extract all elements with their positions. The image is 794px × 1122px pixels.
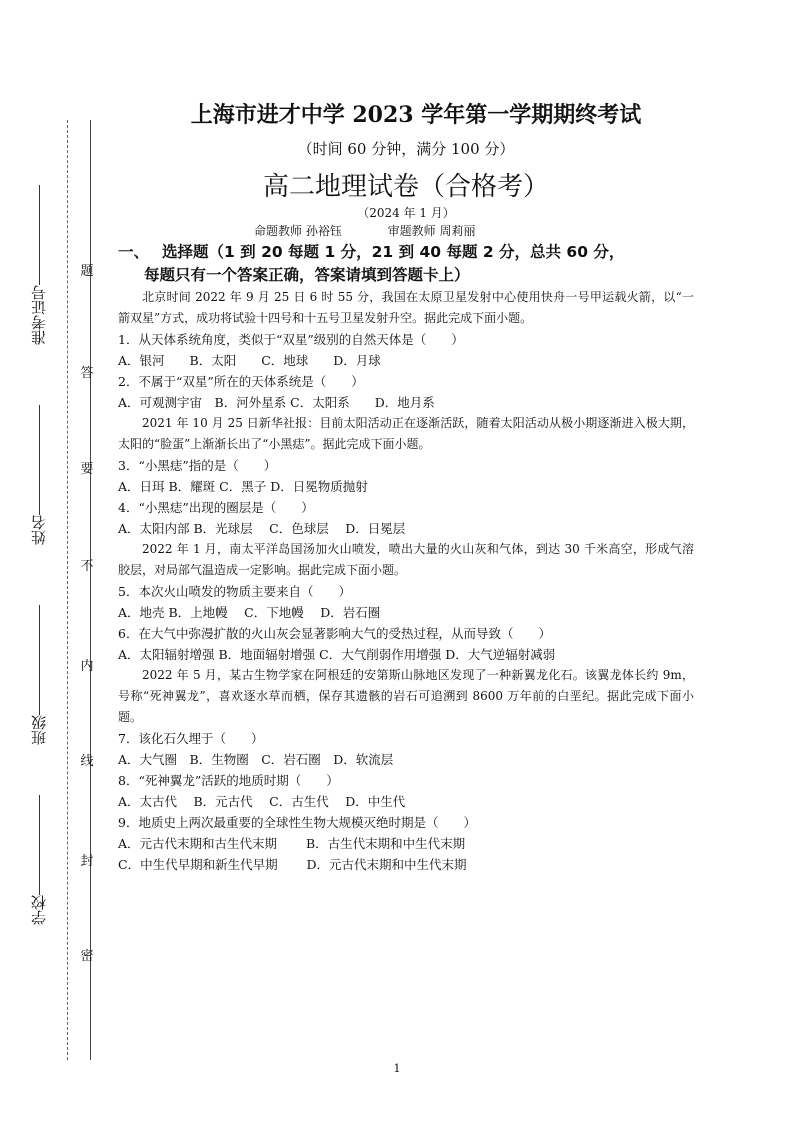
seal-char: 密 xyxy=(80,949,94,964)
passage-3: 2022 年 1 月，南太平洋岛国汤加火山喷发，喷出大量的火山灰和气体，到达 30 千米高空，形成气溶胶层，对局部气温造成一定影响。据此完成下面小题。 xyxy=(118,542,694,577)
teachers-line xyxy=(254,222,694,240)
question-stem: 5．本次火山喷发的物质主要来自（ ） xyxy=(118,584,351,599)
question-stem: 7．该化石久埋于（ ） xyxy=(118,731,264,746)
question-stem: 4．“小黑痣”出现的圈层是（ ） xyxy=(118,500,314,515)
seal-char: 答 xyxy=(80,366,94,381)
section-line-2: 每题只有一个答案正确，答案请填到答题卡上） xyxy=(144,266,470,284)
fill-line xyxy=(39,795,40,895)
question-options[interactable]: A．日珥 B．耀斑 C．黑子 D．日冕物质抛射 xyxy=(118,479,368,494)
question-stem: 9．地质史上两次最重要的全球性生物大规模灭绝时期是（ ） xyxy=(118,815,476,830)
seal-char: 封 xyxy=(80,854,94,869)
question-stem: 8．“死神翼龙”活跃的地质时期（ ） xyxy=(118,773,339,788)
exam-date: （2024 年 1 月） xyxy=(357,206,455,220)
section-number: 一、 xyxy=(118,243,150,261)
question-options[interactable]: A．地壳 B．上地幔 C．下地幔 D．岩石圈 xyxy=(118,605,381,620)
school-label: 学校 xyxy=(30,895,48,925)
question-options[interactable]: A．可观测宇宙 B．河外星系 C．太阳系 D．地月系 xyxy=(118,395,435,410)
school-field[interactable] xyxy=(22,795,56,925)
exam-title: 上海市进才中学 2023 学年第一学期期终考试 xyxy=(190,102,642,128)
question-stem: 2．不属于“双星”所在的天体系统是（ ） xyxy=(118,374,364,389)
section-heading xyxy=(118,241,694,287)
paper-title: 高二地理试卷（合格考） xyxy=(262,172,549,202)
page-number: 1 xyxy=(393,1062,401,1075)
question-options[interactable]: A．太古代 B．元古代 C．古生代 D．中生代 xyxy=(118,794,406,809)
fill-line xyxy=(39,405,40,515)
passage-1: 北京时间 2022 年 9 月 25 日 6 时 55 分，我国在太原卫星发射中心使用快舟一号甲运载火箭，以“一箭双星”方式，成功将试验十四号和十五号卫星发射升空。据此完成下面小题。 xyxy=(118,290,694,325)
exam-number-field[interactable] xyxy=(22,185,56,345)
exam-number-label: 准考证号 xyxy=(30,285,48,345)
passage-2: 2021 年 10 月 25 日新华社报：目前太阳活动正在逐渐活跃，随着太阳活动从极小期逐渐进入极大期，太阳的“脸蛋”上渐渐长出了“小黑痣”。据此完成下面小题。 xyxy=(118,416,694,451)
seal-char: 不 xyxy=(80,559,94,574)
question-options[interactable]: A．太阳内部 B．光球层 C．色球层 D．日冕层 xyxy=(118,521,406,536)
section-line-1: 选择题（1 到 20 每题 1 分，21 到 40 每题 2 分，总共 60 分， xyxy=(162,243,625,261)
reviewer-teacher: 审题教师 周莉丽 xyxy=(387,224,476,238)
binding-dashed-line xyxy=(67,120,68,1060)
fill-line xyxy=(39,185,40,285)
seal-char: 线 xyxy=(80,754,94,769)
setter-teacher: 命题教师 孙裕钰 xyxy=(254,224,342,238)
seal-char: 题 xyxy=(80,264,94,279)
question-stem: 6．在大气中弥漫扩散的火山灰会显著影响大气的受热过程，从而导致（ ） xyxy=(118,626,551,641)
exam-duration: （时间 60 分钟，满分 100 分） xyxy=(297,140,515,158)
name-label: 姓名 xyxy=(30,515,48,545)
class-field[interactable] xyxy=(22,605,56,745)
seal-char: 内 xyxy=(80,659,94,674)
question-options[interactable]: A．太阳辐射增强 B．地面辐射增强 C．大气削弱作用增强 D．大气逆辐射减弱 xyxy=(118,647,556,662)
passage-4: 2022 年 5 月，某古生物学家在阿根廷的安第斯山脉地区发现了一种新翼龙化石。该翼龙体长约 9m，号称“死神翼龙”，喜欢逐水草而栖，保存其遗骸的岩石可追溯到 8600 万年前的白垩纪。据此完成下面小题。 xyxy=(118,668,694,724)
question-options[interactable]: A．大气圈 B．生物圈 C．岩石圈 D．软流层 xyxy=(118,752,394,767)
question-options[interactable]: A．元古代末期和古生代末期 B．古生代末期和中生代末期 xyxy=(118,836,466,851)
question-stem: 1．从天体系统角度，类似于“双星”级别的自然天体是（ ） xyxy=(118,332,464,347)
binding-solid-line xyxy=(90,120,91,1060)
seal-char: 要 xyxy=(80,462,94,477)
exam-content xyxy=(118,100,694,875)
question-options[interactable]: C．中生代早期和新生代早期 D．元古代末期和中生代末期 xyxy=(118,857,467,872)
fill-line xyxy=(39,605,40,715)
question-stem: 3．“小黑痣”指的是（ ） xyxy=(118,458,277,473)
name-field[interactable] xyxy=(22,405,56,545)
class-label: 班级 xyxy=(30,715,48,745)
question-options[interactable]: A．银河 B．太阳 C．地球 D．月球 xyxy=(118,353,381,368)
